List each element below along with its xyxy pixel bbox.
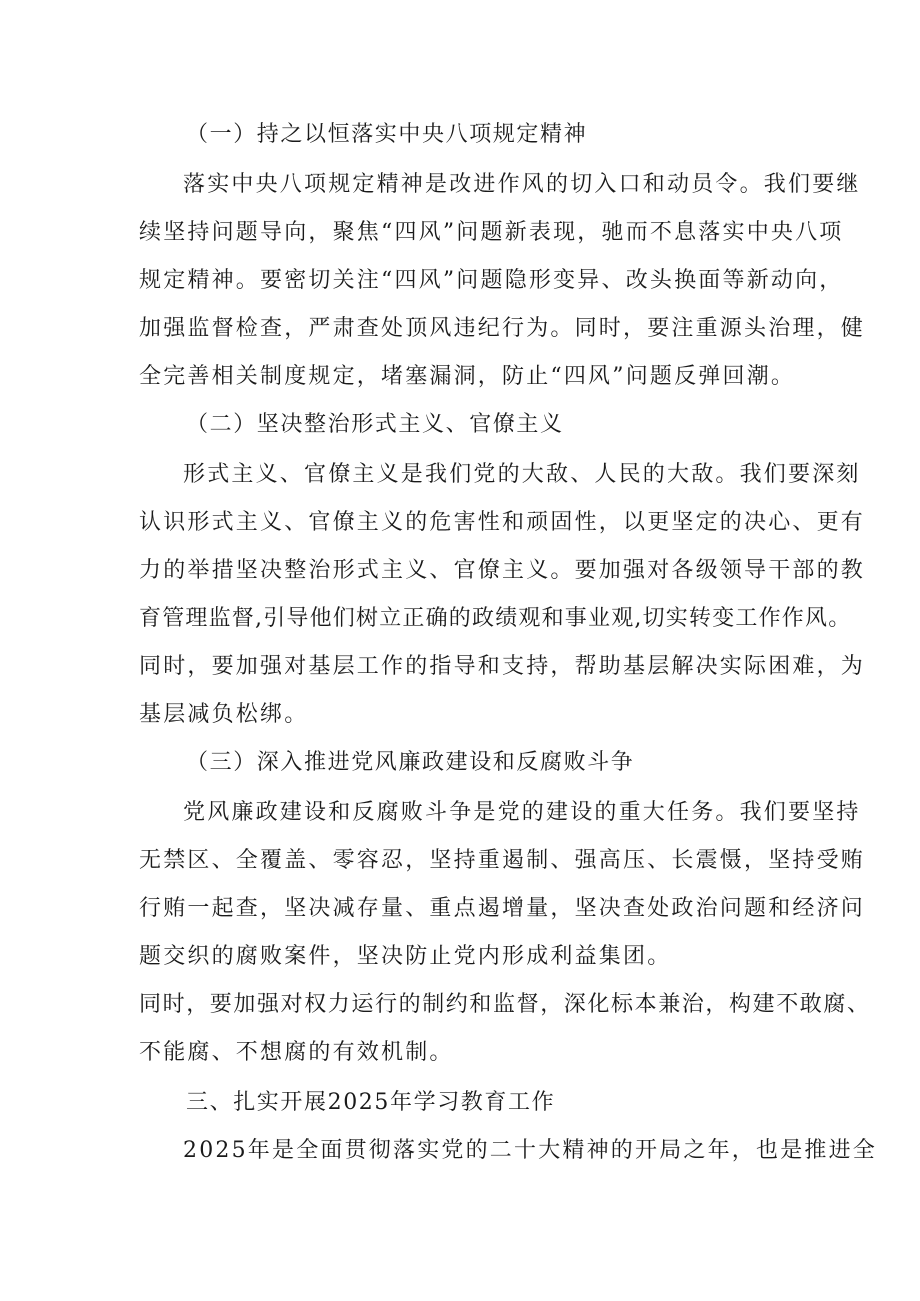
paragraph-line: 2025年是全面贯彻落实党的二十大精神的开局之年，也是推进全 <box>183 1138 877 1163</box>
paragraph-line: 形式主义、官僚主义是我们党的大敌、人民的大敌。我们要深刻 <box>183 462 861 487</box>
section-heading-4: 三、扎实开展2025年学习教育工作 <box>186 1090 556 1115</box>
paragraph-line: 育管理监督,引导他们树立正确的政绩观和事业观,切实转变工作作风。 <box>139 606 852 631</box>
paragraph-line: 同时，要加强对基层工作的指导和支持，帮助基层解决实际困难，为 <box>139 654 866 679</box>
section-heading-3: （三）深入推进党风廉政建设和反腐败斗争 <box>186 750 635 775</box>
paragraph-line: 党风廉政建设和反腐败斗争是党的建设的重大任务。我们要坚持 <box>183 800 861 825</box>
paragraph-line: 题交织的腐败案件，坚决防止党内形成利益集团。 <box>139 944 672 969</box>
paragraph-line: 落实中央八项规定精神是改进作风的切入口和动员令。我们要继 <box>183 172 861 197</box>
paragraph-line: 同时，要加强对权力运行的制约和监督，深化标本兼治，构建不敢腐、 <box>139 992 871 1017</box>
section-heading-2: （二）坚决整治形式主义、官僚主义 <box>186 412 564 437</box>
paragraph-line: 认识形式主义、官僚主义的危害性和顽固性，以更坚定的决心、更有 <box>139 510 866 535</box>
paragraph-line: 力的举措坚决整治形式主义、官僚主义。要加强对各级领导干部的教 <box>139 558 866 583</box>
paragraph-line: 全完善相关制度规定，堵塞漏洞，防止“四风”问题反弹回潮。 <box>139 364 796 389</box>
paragraph-line: 无禁区、全覆盖、零容忍，坚持重遏制、强高压、长震慑，坚持受贿 <box>139 848 866 873</box>
paragraph-line: 续坚持问题导向，聚焦“四风”问题新表现，驰而不息落实中央八项 <box>139 220 844 245</box>
paragraph-line: 基层减负松绑。 <box>139 702 309 727</box>
paragraph-line: 加强监督检查，严肃查处顶风违纪行为。同时，要注重源头治理，健 <box>139 316 866 341</box>
section-heading-1: （一）持之以恒落实中央八项规定精神 <box>186 122 588 147</box>
paragraph-line: 行贿一起查，坚决减存量、重点遏增量，坚决查处政治问题和经济问 <box>139 896 866 921</box>
paragraph-line: 规定精神。要密切关注“四风”问题隐形变异、改头换面等新动向， <box>139 268 844 293</box>
paragraph-line: 不能腐、不想腐的有效机制。 <box>139 1040 454 1065</box>
